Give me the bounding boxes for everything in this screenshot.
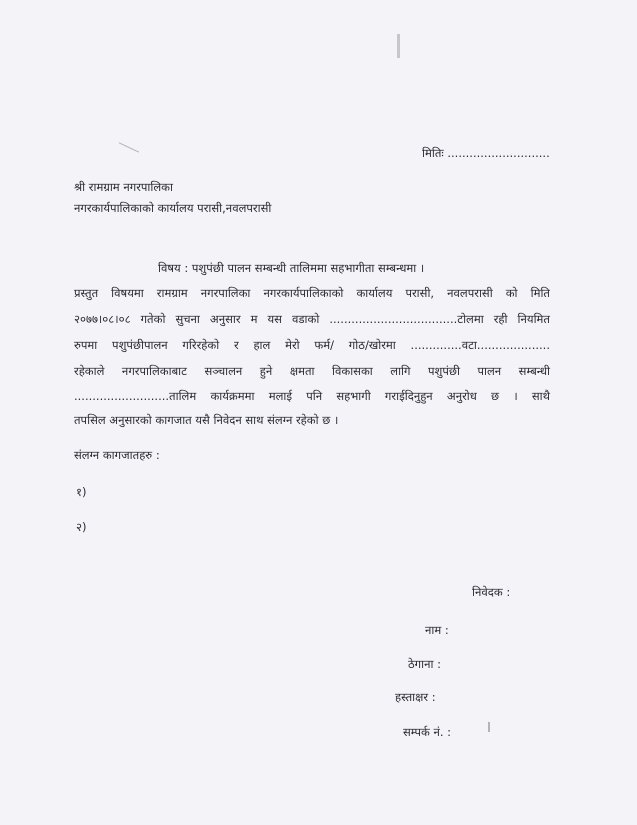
body-line-5: ..........................तालिम कार्यक्रममा मलाई पनि सहभागी गराईदिनुहुन अनुरोध छ । साथै — [74, 389, 550, 403]
scan-mark-top — [397, 34, 400, 58]
body-line-6: तपसिल अनुसारको कागजात यसै निवेदन साथ संलग्न रहेको छ । — [74, 413, 339, 427]
body-line-4: रहेकाले नगरपालिकाबाट सञ्चालन हुने क्षमता विकासका लागि पशुपंछी पालन सम्बन्धी — [74, 364, 550, 378]
name-label: नाम : — [425, 623, 449, 637]
recipient-line-1: श्री रामग्राम नगरपालिका — [74, 180, 173, 194]
attachments-heading: संलग्न कागजातहरु : — [74, 448, 160, 462]
subject-line: विषय : पशुपंछी पालन सम्बन्धी तालिममा सहभागीता सम्बन्धमा । — [158, 261, 425, 275]
body-line-3: रुपमा पशुपंछीपालन गरिरहेको र हाल मेरो फर्म/ गोठ/खोरमा ..............वटा.................... — [74, 338, 550, 352]
applicant-heading: निवेदक : — [472, 585, 511, 599]
attachment-item: २) — [76, 520, 87, 534]
body-line-2: २०७७।०८।०८ गतेको सुचना अनुसार म यस वडाको ...................................टोलमा रही नियमित — [74, 312, 550, 326]
recipient-line-2: नगरकार्यपालिकाको कार्यालय परासी,नवलपरासी — [74, 201, 272, 215]
scan-mark-left — [119, 142, 139, 152]
address-label: ठेगाना : — [408, 657, 442, 671]
attachment-item: १) — [76, 485, 87, 499]
signature-label: हस्ताक्षर : — [395, 690, 436, 704]
contact-label: सम्पर्क नं. : — [403, 725, 452, 739]
scan-mark-bottom — [488, 722, 490, 732]
body-line-1: प्रस्तुत विषयमा रामग्राम नगरपालिका नगरकार्यपालिकाको कार्यालय परासी, नवलपरासी को मिति — [74, 286, 550, 300]
date-field: मितिः ............................ — [422, 146, 550, 160]
